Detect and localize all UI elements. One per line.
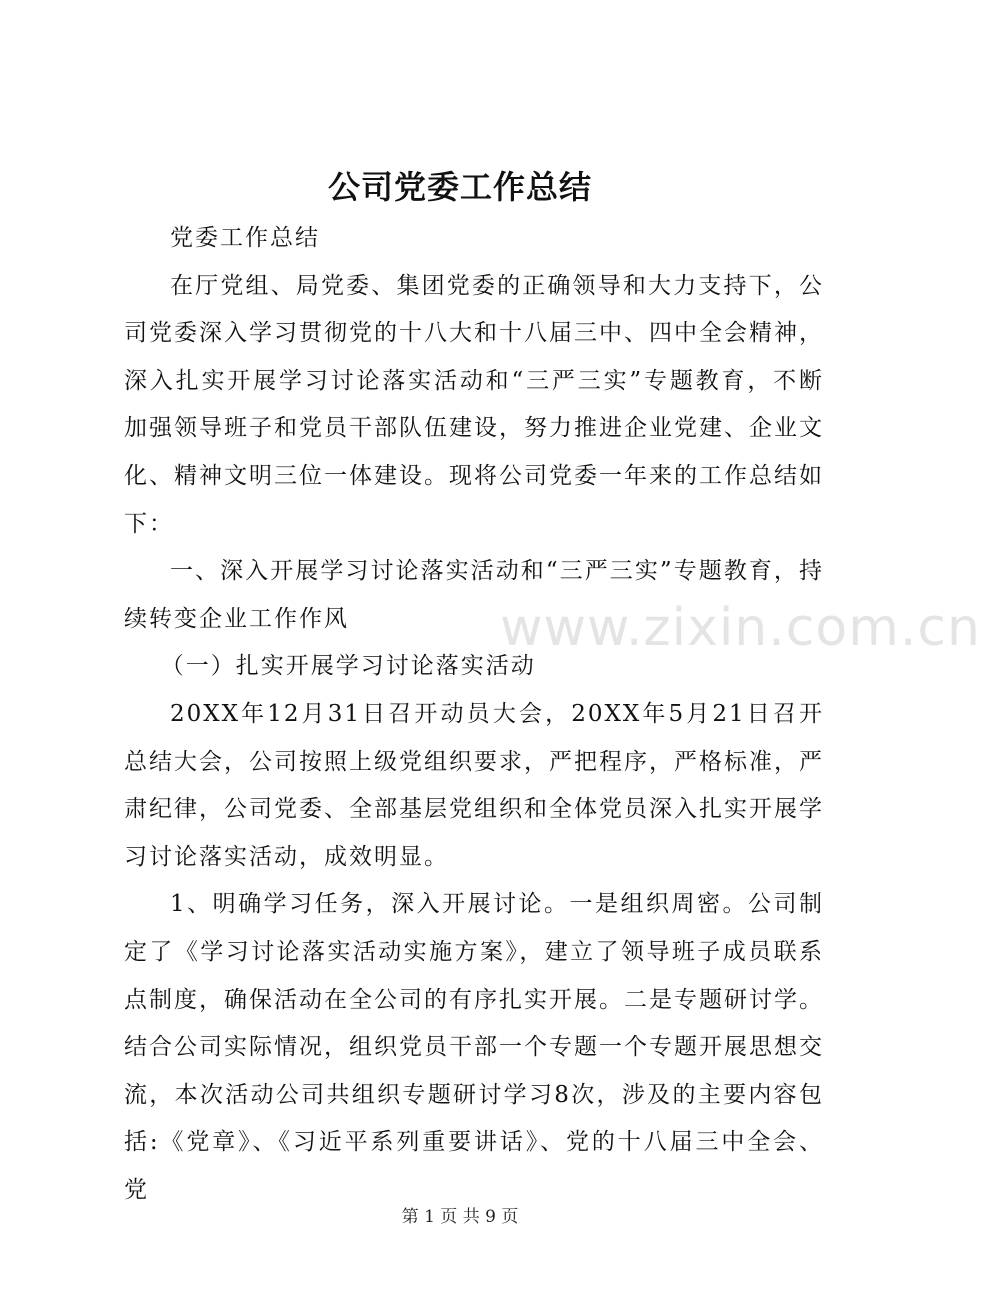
document-body xyxy=(124,215,824,1214)
subsection-heading-1: （一）扎实开展学习讨论落实活动 xyxy=(160,653,536,680)
page-footer: 第 1 页 共 9 页 xyxy=(401,1207,519,1227)
paragraph-study-tasks: 1、明确学习任务，深入开展讨论。一是组织周密。公司制定了《学习讨论落实活动实施方案》，建立了领导班子成员联系点制度，确保活动在全公司的有序扎实开展。二是专题研讨学。结合公司实际情况，组织党员干部一个专题一个专题开展思想交流，本次活动公司共组织专题研讨学习8次，涉及的主要内容包括:《党章》、《习近平系列重要讲话》、党的十八届三中全会、党 xyxy=(124,891,824,1203)
paragraph-intro: 在厅党组、局党委、集团党委的正确领导和大力支持下，公司党委深入学习贯彻党的十八大和十八届三中、四中全会精神，深入扎实开展学习讨论落实活动和“三严三实”专题教育，不断加强领导班子和党员干部队伍建设，努力推进企业党建、企业文化、精神文明三位一体建设。现将公司党委一年来的工作总结如下： xyxy=(124,272,824,537)
watermark: www.zixin.com.cn xyxy=(500,598,981,658)
paragraph-meetings: 20XX年12月31日召开动员大会，20XX年5月21日召开总结大会，公司按照上级党组织要求，严把程序，严格标准，严肃纪律，公司党委、全部基层党组织和全体党员深入扎实开展学习讨论落实活动，成效明显。 xyxy=(124,700,824,870)
section-heading-1: 一、深入开展学习讨论落实活动和“三严三实”专题教育，持续转变企业工作作风 xyxy=(124,558,824,632)
paragraph-subtitle: 党委工作总结 xyxy=(170,225,320,251)
document-title: 公司党委工作总结 xyxy=(327,168,592,206)
